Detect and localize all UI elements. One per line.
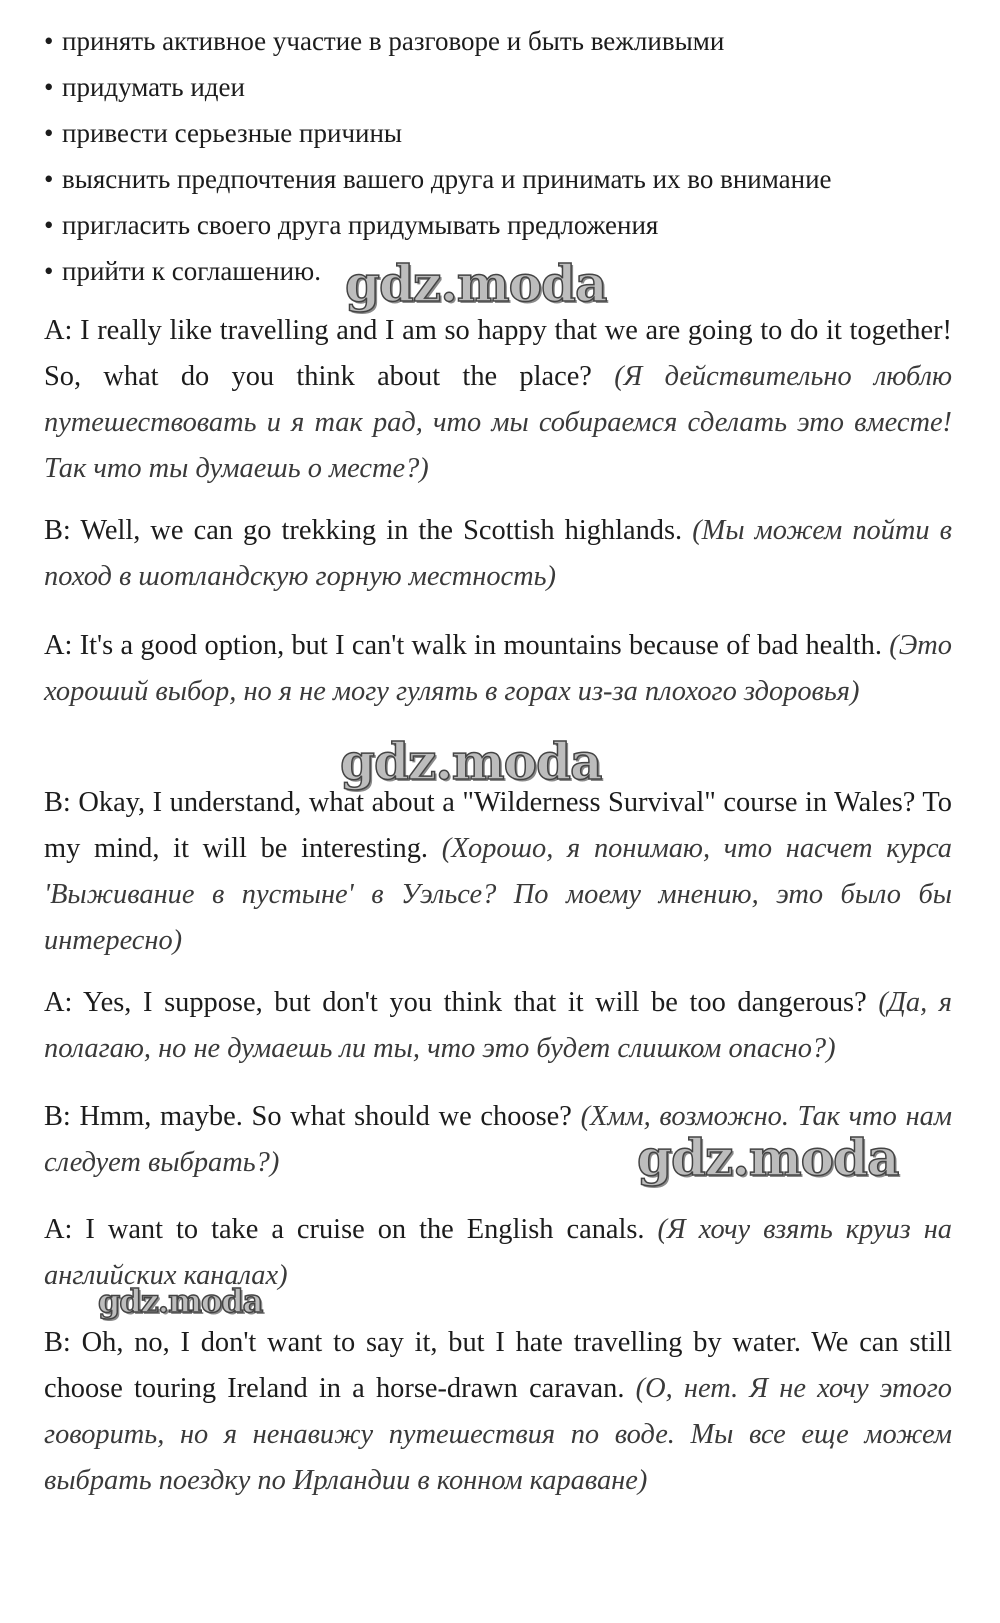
dialogue-line: B: Well, we can go trekking in the Scottish highlands. (Мы можем пойти в поход в шотландскую горную местность)	[44, 515, 952, 592]
list-item: • выяснить предпочтения вашего друга и принимать их во внимание	[44, 164, 832, 194]
dialogue-line: A: Yes, I suppose, but don't you think that it will be too dangerous? (Да, я полагаю, но не думаешь ли ты, что это будет слишком опасно?)	[44, 987, 953, 1064]
list-item: • придумать идеи	[44, 72, 245, 102]
watermark: gdz.moda	[340, 732, 602, 791]
dialogue-line: B: Oh, no, I don't want to say it, but I hate travelling by water. We can still choose touring Ireland in a horse-drawn caravan. (О, нет. Я не хочу этого говорить, но я ненавижу путешествия по воде. Мы все еще можем выбрать поездку по Ирландии в конном караване)	[44, 1327, 952, 1496]
watermark: gdz.moda	[98, 1282, 263, 1320]
dialogue-line: A: I want to take a cruise on the English canals. (Я хочу взять круиз на английских каналах)	[44, 1214, 952, 1291]
dialogue-line: A: It's a good option, but I can't walk in mountains because of bad health. (Это хороший выбор, но я не могу гулять в горах из-за плохого здоровья)	[44, 630, 952, 707]
list-item: • пригласить своего друга придумывать предложения	[44, 210, 659, 240]
watermark: gdz.moda	[345, 254, 607, 313]
dialogue-line: B: Okay, I understand, what about a "Wilderness Survival" course in Wales? To my mind, it will be interesting. (Хорошо, я понимаю, что насчет курса 'Выживание в пустыне' в Уэльсе? По моему мнению, это было бы интересно)	[44, 787, 952, 956]
list-item: • принять активное участие в разговоре и быть вежливыми	[44, 26, 725, 56]
dialogue-line: B: Hmm, maybe. So what should we choose? (Хмм, возможно. Так что нам следует выбрать?)	[44, 1101, 952, 1178]
list-item: • привести серьезные причины	[44, 118, 403, 148]
list-item: • прийти к соглашению.	[44, 256, 321, 286]
task-bullet-list	[44, 18, 952, 294]
watermark: gdz.moda	[637, 1128, 899, 1187]
dialogue-line: A: I really like travelling and I am so happy that we are going to do it together! So, what do you think about the place? (Я действительно люблю путешествовать и я так рад, что мы собираемся сделать это вместе! Так что ты думаешь о месте?)	[44, 315, 952, 484]
